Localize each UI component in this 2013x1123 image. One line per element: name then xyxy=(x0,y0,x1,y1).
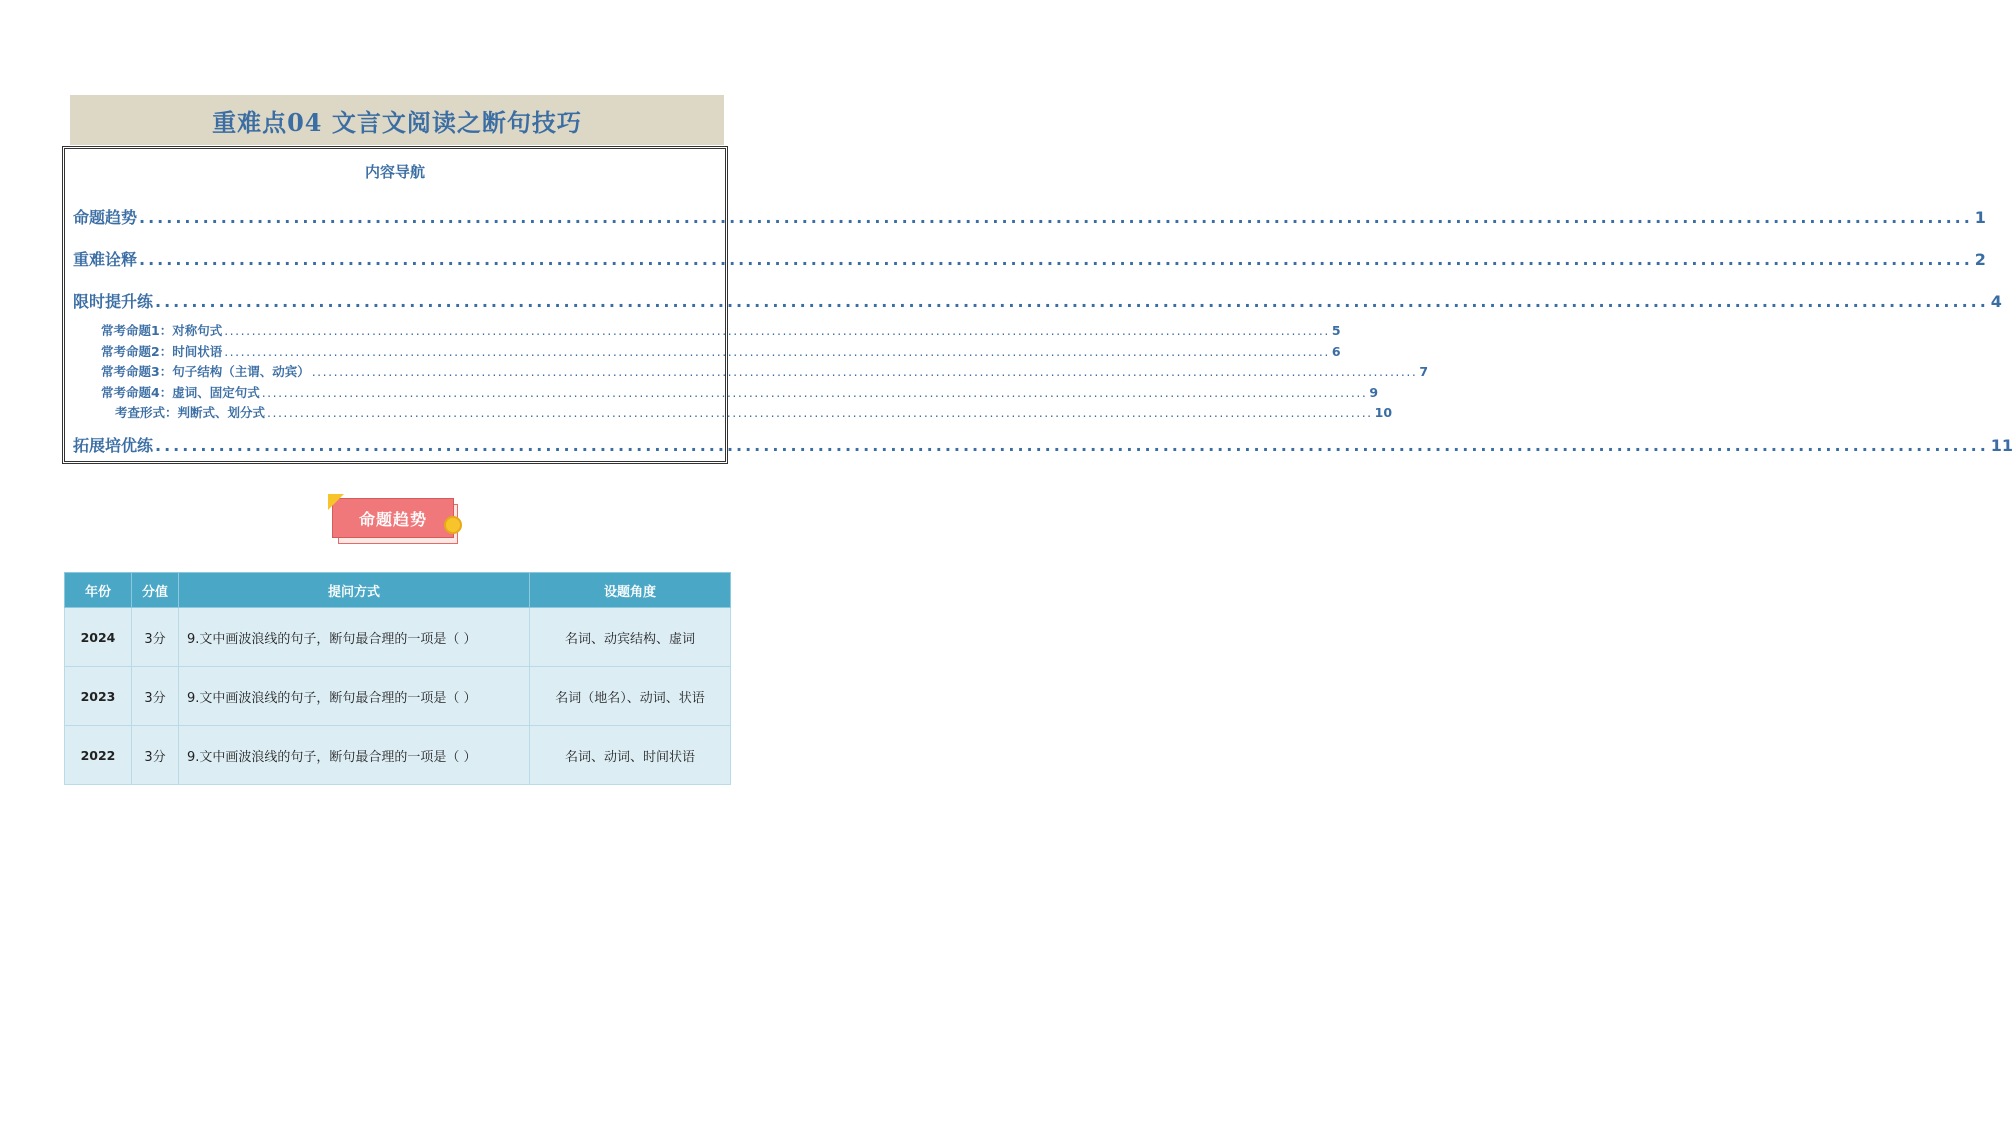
toc-item-trend[interactable] xyxy=(73,205,1986,227)
toc-subitem-4[interactable] xyxy=(101,383,1379,401)
toc-subitem-page: 6 xyxy=(1331,344,1341,359)
badge-label: 命题趋势 xyxy=(358,509,427,529)
toc-leader-dots: .......................................................................................................................................................................................................... xyxy=(311,364,1418,379)
toc-leader-dots: .......................................................................................................................................................................................................... xyxy=(155,292,1989,311)
flag-icon xyxy=(328,494,344,510)
table-row xyxy=(65,667,731,726)
cell-question: 9.文中画波浪线的句子，断句最合理的一项是（ ） xyxy=(179,667,530,726)
toc-subitem-1[interactable] xyxy=(101,321,1341,339)
toc-item-label: 重难诠释 xyxy=(73,250,138,269)
table-of-contents xyxy=(62,146,2013,464)
toc-item-label: 拓展培优练 xyxy=(73,436,154,455)
toc-item-page: 2 xyxy=(1974,250,1986,269)
toc-subitem-label: 常考命题3：句子结构（主谓、动宾） xyxy=(101,364,310,379)
toc-subitem-page: 10 xyxy=(1374,405,1393,420)
toc-subitem-page: 7 xyxy=(1419,364,1429,379)
badge-label-box xyxy=(332,498,454,538)
toc-item-timed-practice[interactable] xyxy=(73,289,2002,311)
toc-subitem-page: 5 xyxy=(1331,323,1341,338)
toc-leader-dots: .......................................................................................................................................................................................................... xyxy=(139,250,1973,269)
toc-leader-dots: .......................................................................................................................................................................................................... xyxy=(224,344,1330,359)
toc-leader-dots: .......................................................................................................................................................................................................... xyxy=(139,208,1973,227)
toc-item-page: 1 xyxy=(1974,208,1986,227)
toc-subitem-label: 常考命题2：时间状语 xyxy=(101,344,223,359)
toc-item-extension[interactable] xyxy=(73,433,2013,455)
toc-subitem-page: 9 xyxy=(1369,385,1379,400)
toc-heading: 内容导航 xyxy=(364,163,425,181)
toc-item-explanation[interactable] xyxy=(73,247,1986,269)
cell-score: 3分 xyxy=(132,726,179,785)
trend-table xyxy=(64,572,731,785)
header-year: 年份 xyxy=(65,573,132,608)
toc-item-label: 命题趋势 xyxy=(73,208,138,227)
toc-item-label: 限时提升练 xyxy=(73,292,154,311)
cell-year: 2024 xyxy=(65,608,132,667)
toc-subitem-5[interactable] xyxy=(115,403,1393,421)
cell-question: 9.文中画波浪线的句子，断句最合理的一项是（ ） xyxy=(179,608,530,667)
toc-item-page: 4 xyxy=(1990,292,2002,311)
section-badge xyxy=(328,494,466,550)
toc-subitem-label: 常考命题4：虚词、固定句式 xyxy=(101,385,260,400)
toc-leader-dots: .......................................................................................................................................................................................................... xyxy=(155,436,1989,455)
table-header-row xyxy=(65,573,731,608)
cell-year: 2023 xyxy=(65,667,132,726)
cell-angle: 名词、动宾结构、虚词 xyxy=(530,608,731,667)
toc-leader-dots: .......................................................................................................................................................................................................... xyxy=(224,323,1330,338)
toc-item-page: 11 xyxy=(1990,436,2013,455)
cell-score: 3分 xyxy=(132,667,179,726)
toc-leader-dots: .......................................................................................................................................................................................................... xyxy=(267,405,1373,420)
cell-year: 2022 xyxy=(65,726,132,785)
header-question-angle: 设题角度 xyxy=(530,573,731,608)
cell-angle: 名词（地名）、动词、状语 xyxy=(530,667,731,726)
cell-question: 9.文中画波浪线的句子，断句最合理的一项是（ ） xyxy=(179,726,530,785)
header-question-style: 提问方式 xyxy=(179,573,530,608)
toc-leader-dots: .......................................................................................................................................................................................................... xyxy=(261,385,1368,400)
page-title: 重难点04 文言文阅读之断句技巧 xyxy=(212,107,582,137)
cell-score: 3分 xyxy=(132,608,179,667)
table-row xyxy=(65,608,731,667)
circle-icon xyxy=(444,516,462,534)
header-score: 分值 xyxy=(132,573,179,608)
toc-subitem-2[interactable] xyxy=(101,342,1341,360)
toc-subitem-3[interactable] xyxy=(101,362,1429,380)
toc-subitem-label: 考查形式：判断式、划分式 xyxy=(115,405,266,420)
table-row xyxy=(65,726,731,785)
cell-angle: 名词、动词、时间状语 xyxy=(530,726,731,785)
toc-subitem-label: 常考命题1：对称句式 xyxy=(101,323,223,338)
title-banner xyxy=(70,95,724,145)
